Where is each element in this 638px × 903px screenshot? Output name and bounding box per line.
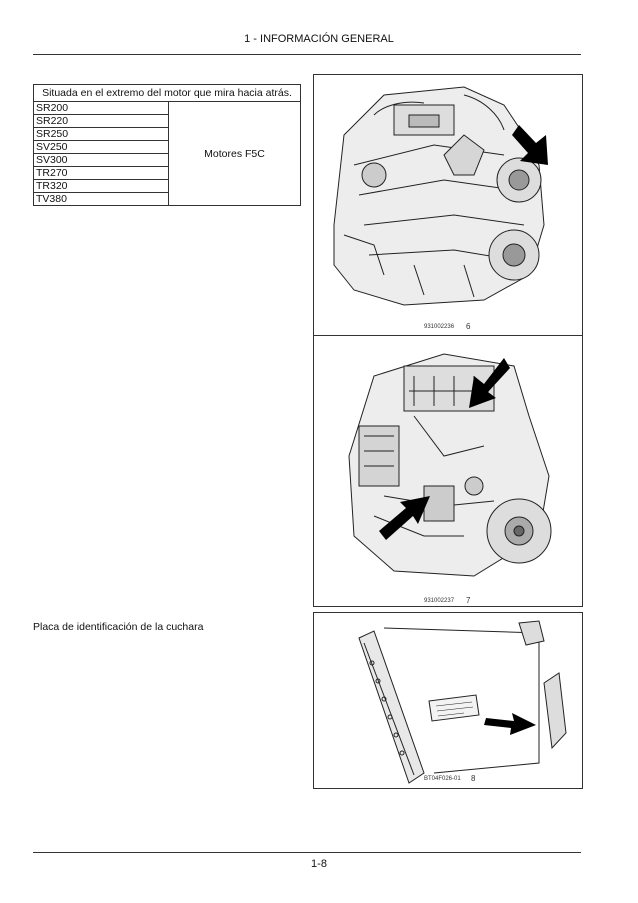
model-cell: TV380 xyxy=(34,193,169,206)
model-cell: SR250 xyxy=(34,128,169,141)
page-number: 1-8 xyxy=(311,858,327,870)
model-cell: SR200 xyxy=(34,102,169,115)
figure-code: 931002237 xyxy=(424,598,455,604)
figure-number: 8 xyxy=(471,774,476,783)
engine-type-cell: Motores F5C xyxy=(169,102,301,206)
figure-code: BT04F026-01 xyxy=(424,776,461,782)
figure-number: 6 xyxy=(466,322,471,331)
model-cell: TR270 xyxy=(34,167,169,180)
figure-bucket-plate xyxy=(313,612,583,789)
table-header: Situada en el extremo del motor que mira hacia atrás. xyxy=(34,85,301,102)
bucket-plate-caption: Placa de identificación de la cuchara xyxy=(33,621,204,633)
figure-engine-side xyxy=(313,335,583,607)
model-cell: SR220 xyxy=(34,115,169,128)
figure-engine-rear xyxy=(313,74,583,343)
header-rule xyxy=(33,54,581,55)
engine-location-table xyxy=(33,84,301,206)
engine-illustration xyxy=(314,336,582,606)
model-cell: SV250 xyxy=(34,141,169,154)
footer-rule xyxy=(33,852,581,853)
page-header-title: 1 - INFORMACIÓN GENERAL xyxy=(244,33,394,45)
model-cell: TR320 xyxy=(34,180,169,193)
model-cell: SV300 xyxy=(34,154,169,167)
figure-code: 931002236 xyxy=(424,324,455,330)
bucket-illustration xyxy=(314,613,582,788)
engine-illustration xyxy=(314,75,582,342)
figure-number: 7 xyxy=(466,596,471,605)
